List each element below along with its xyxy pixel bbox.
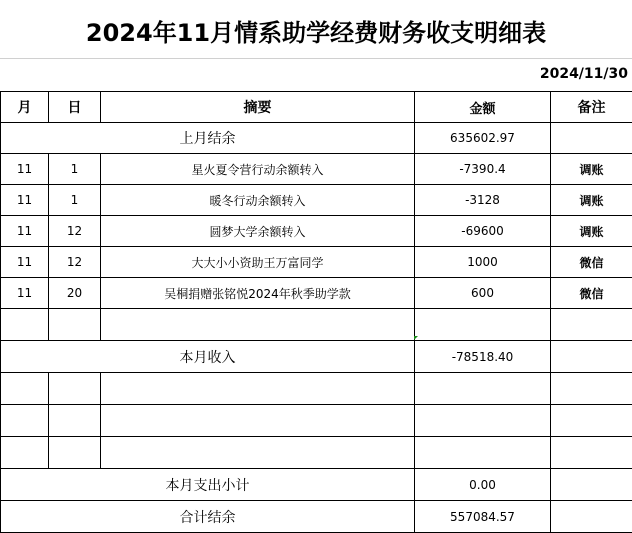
row-amount[interactable]: 600 xyxy=(415,278,551,309)
empty-cell[interactable] xyxy=(415,437,551,469)
empty-cell[interactable] xyxy=(49,309,101,341)
table-row xyxy=(1,278,632,309)
row-summary[interactable]: 大大小小资助王万富同学 xyxy=(101,247,415,278)
previous-balance-amount[interactable]: 635602.97 xyxy=(415,123,551,154)
empty-cell[interactable] xyxy=(551,373,632,405)
row-summary[interactable]: 吴桐捐赠张铭悦2024年秋季助学款 xyxy=(101,278,415,309)
row-summary[interactable]: 圆梦大学余额转入 xyxy=(101,216,415,247)
row-day[interactable]: 20 xyxy=(49,278,101,309)
empty-cell[interactable] xyxy=(101,373,415,405)
empty-cell[interactable] xyxy=(551,437,632,469)
empty-row xyxy=(1,373,632,405)
header-day[interactable]: 日 xyxy=(49,92,101,123)
title-divider xyxy=(0,58,632,59)
income-row xyxy=(1,341,632,373)
empty-cell[interactable] xyxy=(101,437,415,469)
expense-note[interactable] xyxy=(551,469,632,501)
header-amount[interactable]: 金额 xyxy=(415,92,551,123)
empty-cell[interactable] xyxy=(415,373,551,405)
previous-balance-row xyxy=(1,123,632,154)
empty-cell[interactable] xyxy=(49,373,101,405)
income-note[interactable] xyxy=(551,341,632,373)
row-month[interactable]: 11 xyxy=(1,278,49,309)
row-note[interactable]: 微信 xyxy=(551,247,632,278)
expense-amount[interactable]: 0.00 xyxy=(415,469,551,501)
row-amount[interactable]: 1000 xyxy=(415,247,551,278)
header-note[interactable]: 备注 xyxy=(551,92,632,123)
empty-row xyxy=(1,437,632,469)
expense-label[interactable]: 本月支出小计 xyxy=(1,469,415,501)
empty-cell[interactable] xyxy=(49,405,101,437)
sheet-title: 2024年11月情系助学经费财务收支明细表 xyxy=(0,0,632,60)
table-row xyxy=(1,154,632,185)
row-note[interactable]: 微信 xyxy=(551,278,632,309)
row-day[interactable]: 1 xyxy=(49,154,101,185)
empty-cell[interactable] xyxy=(415,309,551,341)
report-date: 2024/11/30 xyxy=(0,60,632,88)
table-row xyxy=(1,216,632,247)
empty-cell[interactable] xyxy=(101,309,415,341)
previous-balance-note[interactable] xyxy=(551,123,632,154)
empty-cell[interactable] xyxy=(1,405,49,437)
total-amount[interactable]: 557084.57 xyxy=(415,501,551,533)
row-day[interactable]: 12 xyxy=(49,216,101,247)
empty-cell[interactable] xyxy=(1,437,49,469)
income-label[interactable]: 本月收入 xyxy=(1,341,415,373)
row-day[interactable]: 1 xyxy=(49,185,101,216)
row-day[interactable]: 12 xyxy=(49,247,101,278)
row-amount[interactable]: -69600 xyxy=(415,216,551,247)
expense-row xyxy=(1,469,632,501)
empty-row xyxy=(1,309,632,341)
row-month[interactable]: 11 xyxy=(1,185,49,216)
empty-cell[interactable] xyxy=(551,405,632,437)
row-month[interactable]: 11 xyxy=(1,154,49,185)
row-amount[interactable]: -3128 xyxy=(415,185,551,216)
total-row xyxy=(1,501,632,533)
table-row xyxy=(1,185,632,216)
header-row xyxy=(1,92,632,123)
row-month[interactable]: 11 xyxy=(1,216,49,247)
empty-row xyxy=(1,405,632,437)
row-summary[interactable]: 暖冬行动余额转入 xyxy=(101,185,415,216)
empty-cell[interactable] xyxy=(415,405,551,437)
cell-comment-marker xyxy=(414,336,418,340)
previous-balance-label[interactable]: 上月结余 xyxy=(1,123,415,154)
row-note[interactable]: 调账 xyxy=(551,154,632,185)
total-note[interactable] xyxy=(551,501,632,533)
row-note[interactable]: 调账 xyxy=(551,216,632,247)
ledger-table xyxy=(0,91,632,533)
row-summary[interactable]: 星火夏令营行动余额转入 xyxy=(101,154,415,185)
empty-cell[interactable] xyxy=(49,437,101,469)
row-note[interactable]: 调账 xyxy=(551,185,632,216)
empty-cell[interactable] xyxy=(1,373,49,405)
empty-cell[interactable] xyxy=(551,309,632,341)
empty-cell[interactable] xyxy=(1,309,49,341)
header-month[interactable]: 月 xyxy=(1,92,49,123)
income-amount[interactable]: -78518.40 xyxy=(415,341,551,373)
header-summary[interactable]: 摘要 xyxy=(101,92,415,123)
row-amount[interactable]: -7390.4 xyxy=(415,154,551,185)
row-month[interactable]: 11 xyxy=(1,247,49,278)
empty-cell[interactable] xyxy=(101,405,415,437)
table-row xyxy=(1,247,632,278)
total-label[interactable]: 合计结余 xyxy=(1,501,415,533)
